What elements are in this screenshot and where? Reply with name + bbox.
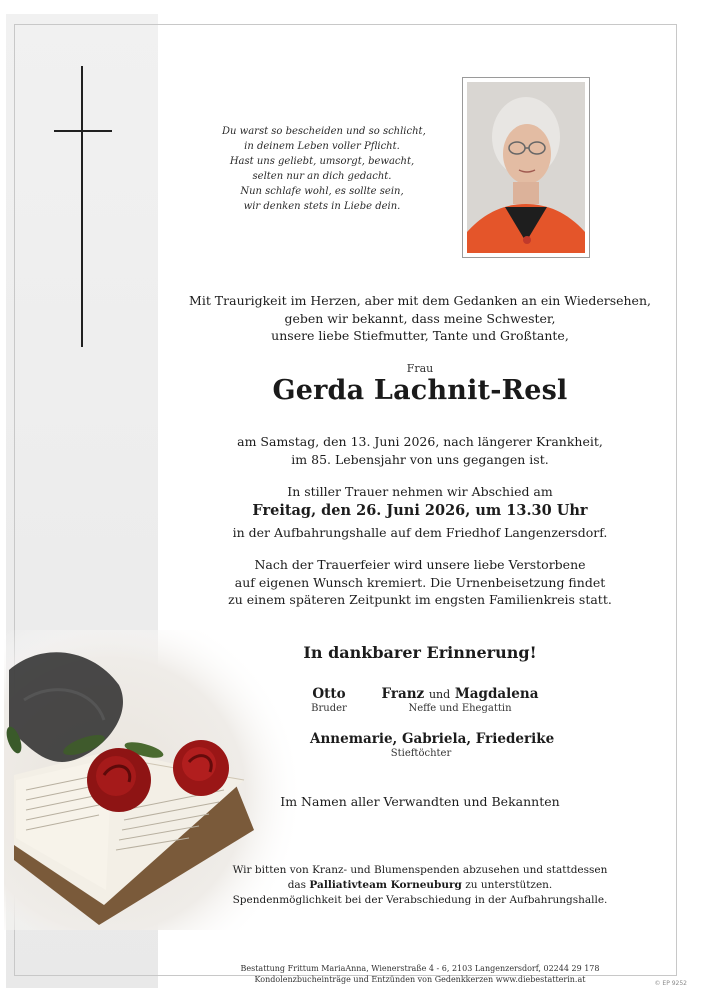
cross-icon-bar — [54, 130, 112, 132]
print-code: © EP 9252 — [654, 980, 687, 987]
intro-text — [170, 292, 670, 345]
farewell-date: Freitag, den 26. Juni 2026, um 13.30 Uhr — [252, 502, 588, 519]
poem-line: selten nur an dich gedacht. — [252, 171, 392, 182]
relatives-line: Im Namen aller Verwandten und Bekannten — [280, 794, 560, 809]
cremation-line: Nach der Trauerfeier wird unsere liebe Verstorbene — [254, 557, 586, 572]
donation-post: zu unterstützen. — [461, 879, 553, 891]
mourner-name-second: Magdalena — [454, 686, 539, 702]
poem — [222, 124, 426, 214]
mourner-otto — [295, 686, 363, 716]
intro-line: unsere liebe Stiefmutter, Tante und Großtante, — [271, 328, 569, 343]
salutation: Frau — [406, 362, 434, 375]
death-notice — [170, 433, 670, 468]
mourner-conjunction: und — [428, 688, 451, 701]
farewell-location: in der Aufbahrungshalle auf dem Friedhof Langenzersdorf. — [232, 525, 608, 540]
donation-line: Spendenmöglichkeit bei der Verabschiedung in der Aufbahrungshalle. — [232, 894, 608, 906]
death-line: am Samstag, den 13. Juni 2026, nach längerer Krankheit, — [237, 434, 603, 449]
donation-org: Palliativteam Korneuburg — [309, 879, 462, 891]
footer — [170, 963, 670, 985]
footer-line: Kondolenzbucheinträge und Entzünden von Gedenkkerzen www.diebestatterin.at — [254, 975, 586, 984]
mourner-role: Stieftöchter — [390, 748, 452, 759]
footer-line: Bestattung Frittum MariaAnna, Wienerstraße 4 - 6, 2103 Langenzersdorf, 02244 29 178 — [240, 964, 600, 973]
poem-line: Du warst so bescheiden und so schlicht, — [222, 126, 426, 137]
mourner-role: Bruder — [311, 703, 347, 714]
cross-icon — [81, 66, 83, 347]
cremation-text — [170, 556, 670, 609]
mourner-name: Annemarie, Gabriela, Friederike — [310, 731, 555, 747]
portrait-photo — [467, 82, 585, 253]
portrait-frame — [462, 77, 590, 258]
mourner-franz-magdalena — [375, 686, 545, 716]
donation-text — [170, 863, 670, 908]
poem-line: wir denken stets in Liebe dein. — [243, 201, 401, 212]
mourner-name: Otto — [312, 686, 346, 702]
poem-line: in deinem Leben voller Pflicht. — [244, 141, 400, 152]
intro-line: geben wir bekannt, dass meine Schwester, — [284, 310, 556, 326]
cremation-line: zu einem späteren Zeitpunkt im engsten Familienkreis statt. — [228, 592, 612, 607]
farewell-intro: In stiller Trauer nehmen wir Abschied am — [287, 484, 553, 499]
mourner-name — [375, 686, 545, 702]
poem-line: Nun schlafe wohl, es sollte sein, — [240, 186, 404, 197]
poem-line: Hast uns geliebt, umsorgt, bewacht, — [229, 156, 415, 167]
donation-line — [170, 878, 670, 893]
cremation-line: auf eigenen Wunsch kremiert. Die Urnenbeisetzung findet — [234, 574, 606, 590]
donation-line: Wir bitten von Kranz- und Blumenspenden abzusehen und stattdessen — [232, 864, 608, 876]
memory-heading: In dankbarer Erinnerung! — [303, 643, 537, 662]
donation-pre: das — [287, 879, 310, 891]
mourner-role: Neffe und Ehegattin — [408, 703, 512, 714]
mourner-name-first: Franz — [381, 686, 425, 702]
mourner-stepdaughters — [310, 731, 555, 761]
deceased-name: Gerda Lachnit-Resl — [272, 375, 568, 406]
death-line: im 85. Lebensjahr von uns gegangen ist. — [291, 451, 549, 467]
intro-line: Mit Traurigkeit im Herzen, aber mit dem Gedanken an ein Wiedersehen, — [189, 293, 651, 308]
